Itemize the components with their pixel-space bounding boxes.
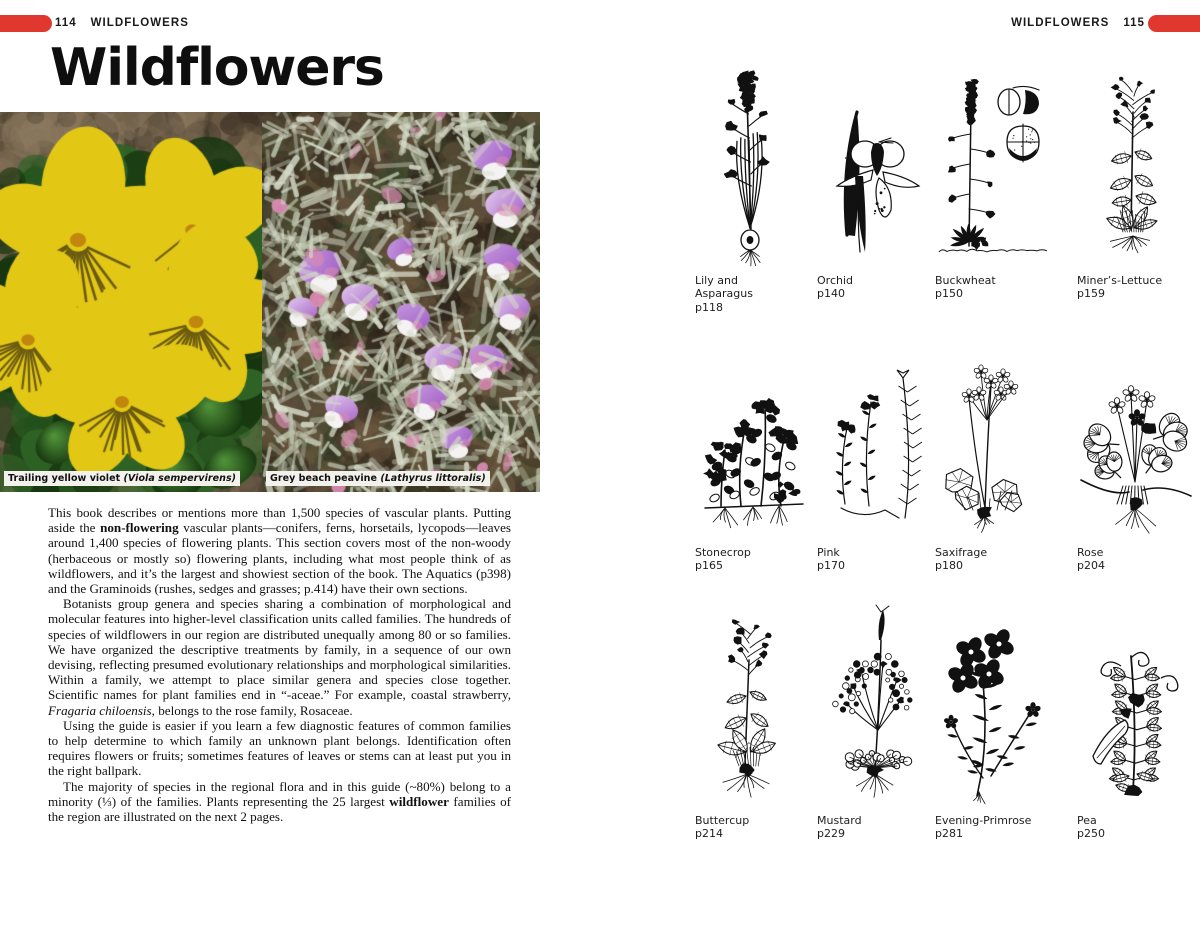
family-cell-lily-and-asparagus[interactable] xyxy=(695,60,813,322)
family-name: Pink xyxy=(817,546,840,559)
right-page-thumb-tab xyxy=(1148,15,1200,32)
latin-name: Fragaria chiloensis xyxy=(48,702,152,718)
body-paragraph xyxy=(48,596,511,718)
family-name: Orchid xyxy=(817,274,853,287)
family-page-ref[interactable]: p165 xyxy=(695,559,723,573)
family-page-ref[interactable]: p150 xyxy=(935,287,963,301)
family-page-ref[interactable]: p118 xyxy=(695,300,723,314)
family-name: Miner’s-Lettuce xyxy=(1077,274,1163,287)
left-section-name: WILDFLOWERS xyxy=(90,17,189,29)
right-section-name: WILDFLOWERS xyxy=(1011,17,1110,29)
left-page-thumb-tab xyxy=(0,15,52,32)
family-grid-row xyxy=(695,600,1175,862)
saxifrage-illustration xyxy=(935,332,1053,544)
family-name: Saxifrage xyxy=(935,546,988,559)
family-cell-orchid[interactable] xyxy=(817,60,935,322)
body-paragraph xyxy=(48,779,511,825)
text-run: Botanists group genera and species sharing a combination of morphological and molecular features into higher-level classification units called families. The hundreds of species of wildflowers in our region are distributed unequally among 80 or so families. We have organized the descriptive treatments by family, in a sequence of our own devising, reflecting presumed evolutionary relationships and morphological similarities. Within a family, we attempt to place similar genera and species close together. Scientific names for plant families end in “-aceae.” For example, coastal strawberry, xyxy=(48,596,511,703)
family-name: Pea xyxy=(1077,814,1097,827)
family-page-ref[interactable]: p229 xyxy=(817,827,845,841)
family-label xyxy=(1077,274,1200,301)
body-paragraph xyxy=(48,505,511,596)
family-name-line2: Asparagus xyxy=(695,287,753,301)
violet-photo-canvas xyxy=(0,112,262,492)
family-page-ref[interactable]: p159 xyxy=(1077,287,1105,301)
family-illustration-grid xyxy=(695,60,1175,870)
family-label xyxy=(1077,814,1200,841)
family-page-ref[interactable]: p180 xyxy=(935,559,963,573)
family-name: Buttercup xyxy=(695,814,750,827)
family-cell-mustard[interactable] xyxy=(817,600,935,862)
page-title: Wildflowers xyxy=(50,38,384,98)
peavine-photo-canvas xyxy=(262,112,540,492)
photo-trailing-yellow-violet xyxy=(0,112,262,492)
intro-body-text xyxy=(48,505,511,824)
family-cell-stonecrop[interactable] xyxy=(695,332,813,594)
family-label xyxy=(935,274,1075,301)
text-run: The majority of species in the regional flora and in this guide (~80%) belong to a minority (⅓) of the families. Plants representing the 25 largest xyxy=(48,778,511,809)
text-run: , belongs to the rose family, Rosaceae. xyxy=(151,702,353,718)
family-page-ref[interactable]: p140 xyxy=(817,287,845,301)
buttercup-illustration xyxy=(695,600,813,812)
family-page-ref[interactable]: p214 xyxy=(695,827,723,841)
family-grid-row xyxy=(695,60,1175,322)
bold-term: wildflower xyxy=(389,793,449,809)
family-grid-row xyxy=(695,332,1175,594)
family-cell-buttercup[interactable] xyxy=(695,600,813,862)
body-paragraph xyxy=(48,718,511,779)
family-cell-buckwheat[interactable] xyxy=(935,60,1053,322)
family-name: Mustard xyxy=(817,814,862,827)
photo-strip xyxy=(0,112,540,492)
bold-term: non-flowering xyxy=(100,520,179,536)
miners-lettuce-illustration xyxy=(1077,60,1195,272)
right-running-head xyxy=(1011,17,1145,29)
family-label xyxy=(695,274,835,314)
text-run: families of the region are illustrated on the next 2 pages. xyxy=(48,793,511,825)
left-page-folio: 114 xyxy=(55,17,77,29)
right-page-folio: 115 xyxy=(1123,17,1145,29)
text-run: This book describes or mentions more than 1,500 species of vascular plants. Putting aside the xyxy=(48,505,511,536)
buckwheat-illustration xyxy=(935,60,1053,272)
family-name: Buckwheat xyxy=(935,274,996,287)
family-name: Evening-Primrose xyxy=(935,814,1032,827)
stonecrop-illustration xyxy=(695,332,813,544)
family-name: Stonecrop xyxy=(695,546,751,559)
family-cell-pink[interactable] xyxy=(817,332,935,594)
family-cell-evening-primrose[interactable] xyxy=(935,600,1053,862)
family-name: Lily and xyxy=(695,274,738,287)
photo-caption-peavine: Grey beach peavine (Lathyrus littoralis) xyxy=(266,471,490,487)
pink-illustration xyxy=(817,332,935,544)
family-cell-pea[interactable] xyxy=(1077,600,1195,862)
family-cell-saxifrage[interactable] xyxy=(935,332,1053,594)
lily-and-asparagus-illustration xyxy=(695,60,813,272)
family-label xyxy=(695,546,835,573)
family-cell-rose[interactable] xyxy=(1077,332,1195,594)
evening-primrose-illustration xyxy=(935,600,1053,812)
rose-illustration xyxy=(1077,332,1195,544)
family-page-ref[interactable]: p170 xyxy=(817,559,845,573)
family-page-ref[interactable]: p204 xyxy=(1077,559,1105,573)
family-cell-miners-lettuce[interactable] xyxy=(1077,60,1195,322)
mustard-illustration xyxy=(817,600,935,812)
family-label xyxy=(935,546,1075,573)
family-label xyxy=(1077,546,1200,573)
pea-illustration xyxy=(1077,600,1195,812)
family-label xyxy=(935,814,1075,841)
orchid-illustration xyxy=(817,60,935,272)
photo-caption-violet: Trailing yellow violet (Viola sempervirens) xyxy=(4,471,240,487)
family-label xyxy=(695,814,835,841)
family-page-ref[interactable]: p281 xyxy=(935,827,963,841)
left-running-head xyxy=(55,17,189,29)
text-run: vascular plants—conifers, ferns, horsetails, lycopods—leaves around 1,400 species of flowering plants. This section covers most of the non-woody (herbaceous or mostly so) flowering plants, including what most people think of as wildflowers, and it’s the largest and showiest section of the book. The Aquatics (p398) and the Graminoids (rushes, sedges and grasses; p.414) have their own sections. xyxy=(48,520,511,597)
family-name: Rose xyxy=(1077,546,1104,559)
photo-grey-beach-peavine xyxy=(262,112,540,492)
text-run: Using the guide is easier if you learn a few diagnostic features of common families to help determine to which family an unknown plant belongs. Identification often requires flowers or fruits; sometimes features of leaves or stems can at least put you in the right ballpark. xyxy=(48,717,511,779)
family-page-ref[interactable]: p250 xyxy=(1077,827,1105,841)
